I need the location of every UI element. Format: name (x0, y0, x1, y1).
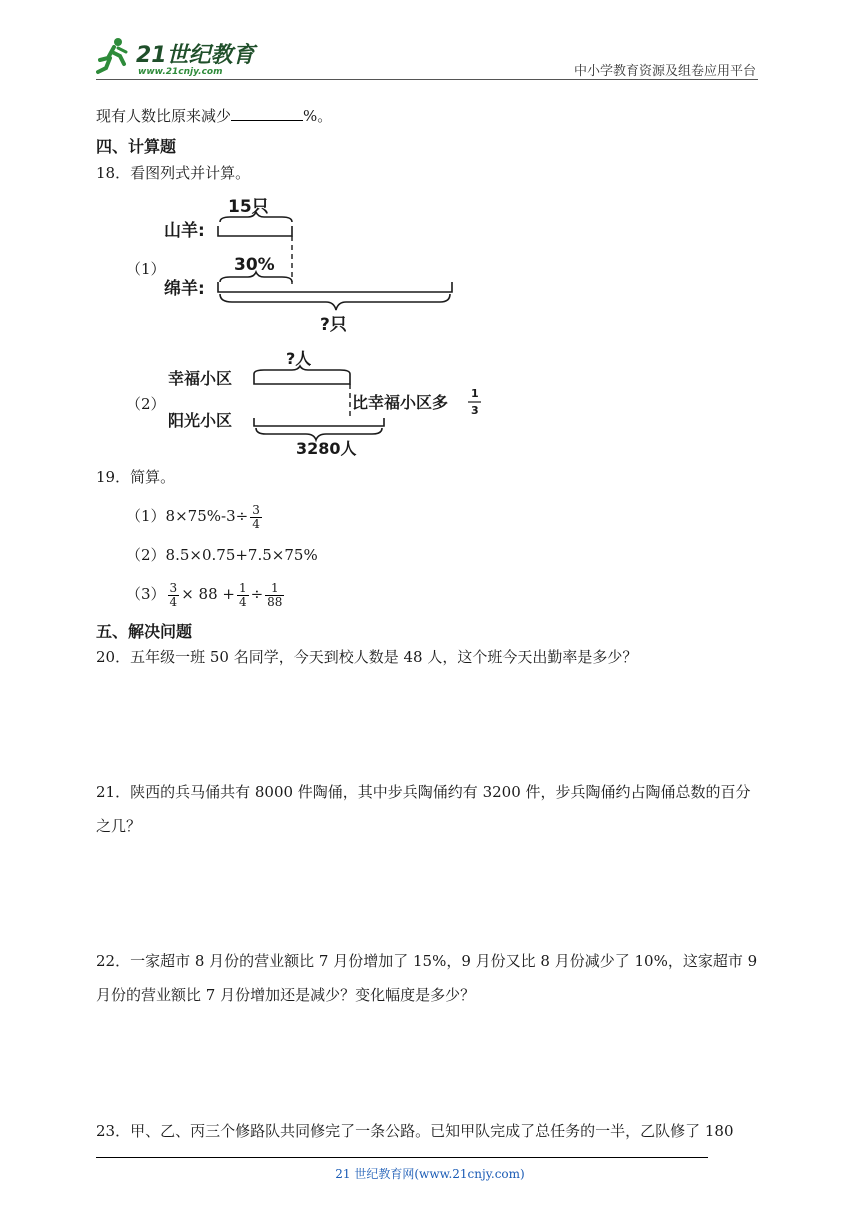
compare-numerator: 1 (471, 387, 479, 400)
q19-part3 (126, 581, 286, 609)
question-23-line1: 23．甲、乙、丙三个修路队共同修完了一条公路。已知甲队完成了总任务的一半，乙队修了 180 (96, 1122, 734, 1140)
goat-sheep-diagram (150, 190, 470, 340)
q18-part1-label: （1） (126, 260, 166, 278)
community-diagram (160, 342, 500, 460)
denominator: 88 (267, 594, 283, 609)
numerator: 3 (169, 580, 178, 595)
question-20: 20．五年级一班 50 名同学，今天到校人数是 48 人，这个班今天出勤率是多少？ (96, 648, 638, 666)
sheep-total-unknown: ?只 (320, 315, 347, 335)
denominator: 4 (169, 594, 178, 609)
question-22-line1: 22．一家超市 8 月份的营业额比 7 月份增加了 15%，9 月份又比 8 月份减少了 10%，这家超市 9 (96, 952, 758, 970)
sheep-percent: 30% (234, 255, 275, 275)
section-title-problems: 五、解决问题 (96, 622, 193, 641)
goat-count: 15只 (228, 197, 269, 217)
q19-part3-mid1: × 88 + (181, 585, 235, 603)
footer-divider (96, 1157, 708, 1158)
header-platform-text: 中小学教育资源及组卷应用平台 (573, 64, 756, 79)
header-divider (96, 79, 758, 80)
answer-blank[interactable] (231, 106, 303, 121)
compare-denominator: 3 (471, 404, 479, 417)
section-title-calculation: 四、计算题 (96, 137, 177, 156)
denominator: 4 (252, 516, 260, 531)
community-b-label: 阳光小区 (168, 411, 233, 430)
logo-text: 21世纪教育 (136, 43, 255, 68)
q19-part2-label: （2） (126, 546, 166, 564)
q19-part2 (126, 545, 318, 565)
denominator: 4 (238, 594, 247, 609)
question-22-line2: 月份的营业额比 7 月份增加还是减少？变化幅度是多少？ (96, 986, 476, 1004)
fraction (237, 582, 249, 609)
fraction (265, 582, 284, 609)
carryover-suffix: %。 (303, 107, 333, 125)
q19-part3-label: （3） (126, 585, 166, 603)
community-a-label: 幸福小区 (168, 369, 233, 388)
q19-part1 (126, 503, 264, 531)
q19-part3-mid2: ÷ (250, 585, 264, 603)
goat-label: 山羊: (164, 221, 205, 241)
carryover-question (96, 106, 332, 126)
numerator: 1 (265, 582, 284, 596)
q19-part1-label: （1） (126, 507, 166, 525)
question-21-line1: 21．陕西的兵马俑共有 8000 件陶俑，其中步兵陶俑约有 3200 件，步兵陶俑约占陶俑总数的百分 (96, 783, 751, 801)
numerator: 3 (252, 502, 260, 517)
question-19-prompt: 19．简算。 (96, 468, 176, 486)
compare-text: 比幸福小区多 (352, 393, 449, 412)
sheep-label: 绵羊: (164, 279, 205, 299)
q18-part2-label: （2） (126, 395, 166, 413)
numerator: 1 (238, 580, 247, 595)
carryover-text: 现有人数比原来减少 (96, 107, 232, 125)
fraction (250, 504, 262, 531)
q19-part2-expr: 8.5×0.75+7.5×75% (165, 546, 318, 564)
logo-url: www.21cnjy.com (138, 67, 223, 77)
question-18-prompt: 18．看图列式并计算。 (96, 164, 251, 182)
fraction (168, 582, 180, 609)
footer-link[interactable]: 21 世纪教育网(www.21cnjy.com) (335, 1167, 525, 1181)
community-b-value: 3280人 (296, 439, 357, 458)
community-a-value: ?人 (286, 349, 312, 368)
q19-part1-expr: 8×75%-3÷ (165, 507, 249, 525)
runner-logo-icon (96, 34, 266, 78)
site-logo (96, 34, 266, 78)
question-21-line2: 之几？ (96, 817, 142, 835)
